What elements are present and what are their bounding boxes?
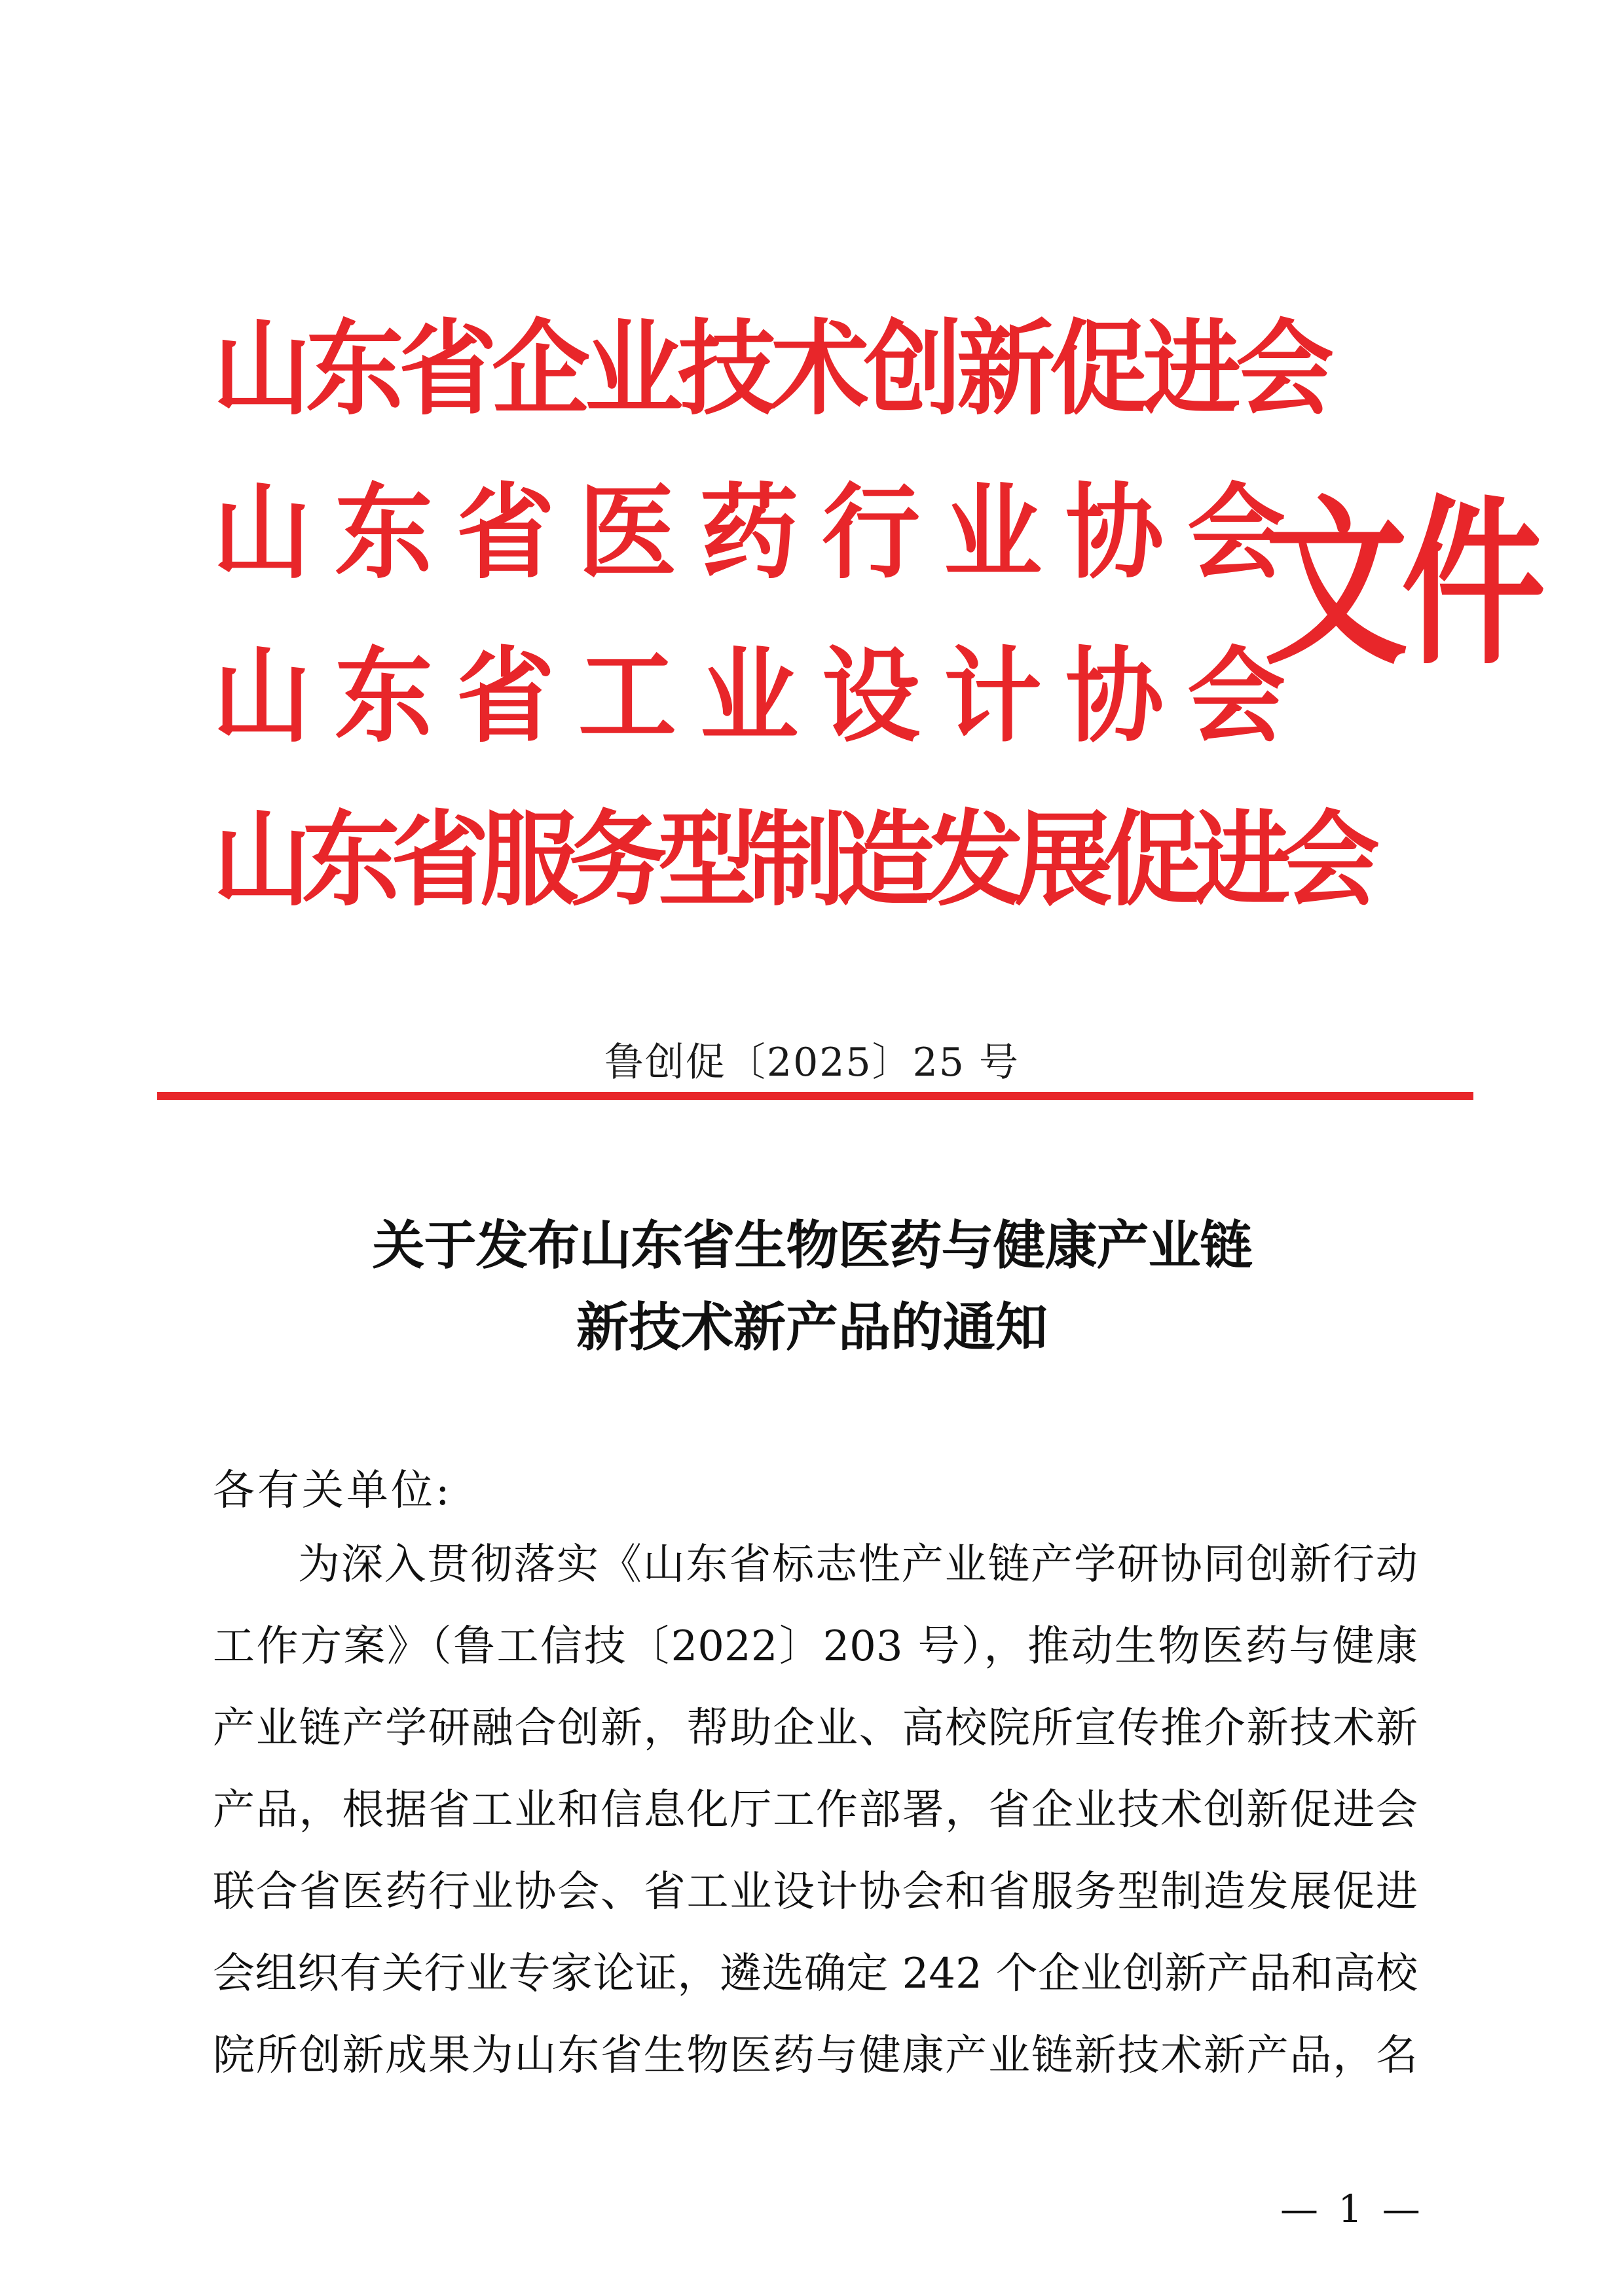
body-line: 工作方案》（鲁工信技〔2022〕203 号），推动生物医药与健康 [213, 1622, 1418, 1671]
notice-title-line-2: 新技术新产品的通知 [576, 1296, 1048, 1358]
issuer-name-2: 山东省医药行业协会 [213, 473, 1310, 593]
issuer-name-4: 山东省服务型制造发展促进会 [213, 801, 1371, 920]
body-line: 为深入贯彻落实《山东省标志性产业链产学研协同创新行动 [298, 1540, 1418, 1589]
issuer-name-3: 山东省工业设计协会 [213, 637, 1310, 757]
issuer-name-1: 山东省企业技术创新促进会 [213, 310, 1329, 429]
salutation: 各有关单位: [213, 1467, 452, 1515]
body-line: 产品，根据省工业和信息化厅工作部署，省企业技术创新促进会 [213, 1786, 1418, 1834]
body-line: 联合省医药行业协会、省工业设计协会和省服务型制造发展促进 [213, 1868, 1418, 1916]
document-number: 鲁创促〔2025〕25 号 [604, 1040, 1020, 1085]
body-line: 会组织有关行业专家论证，遴选确定 242 个企业创新产品和高校 [213, 1950, 1418, 1998]
page-number: — 1 — [1280, 2187, 1424, 2231]
body-line: 产业链产学研融合创新，帮助企业、高校院所宣传推介新技术新 [213, 1704, 1418, 1753]
body-line: 院所创新成果为山东省生物医药与健康产业链新技术新产品，名 [213, 2032, 1418, 2080]
notice-title-line-1: 关于发布山东省生物医药与健康产业链 [372, 1214, 1252, 1276]
red-divider-line [157, 1092, 1473, 1100]
document-label: 文件 [1264, 479, 1540, 689]
